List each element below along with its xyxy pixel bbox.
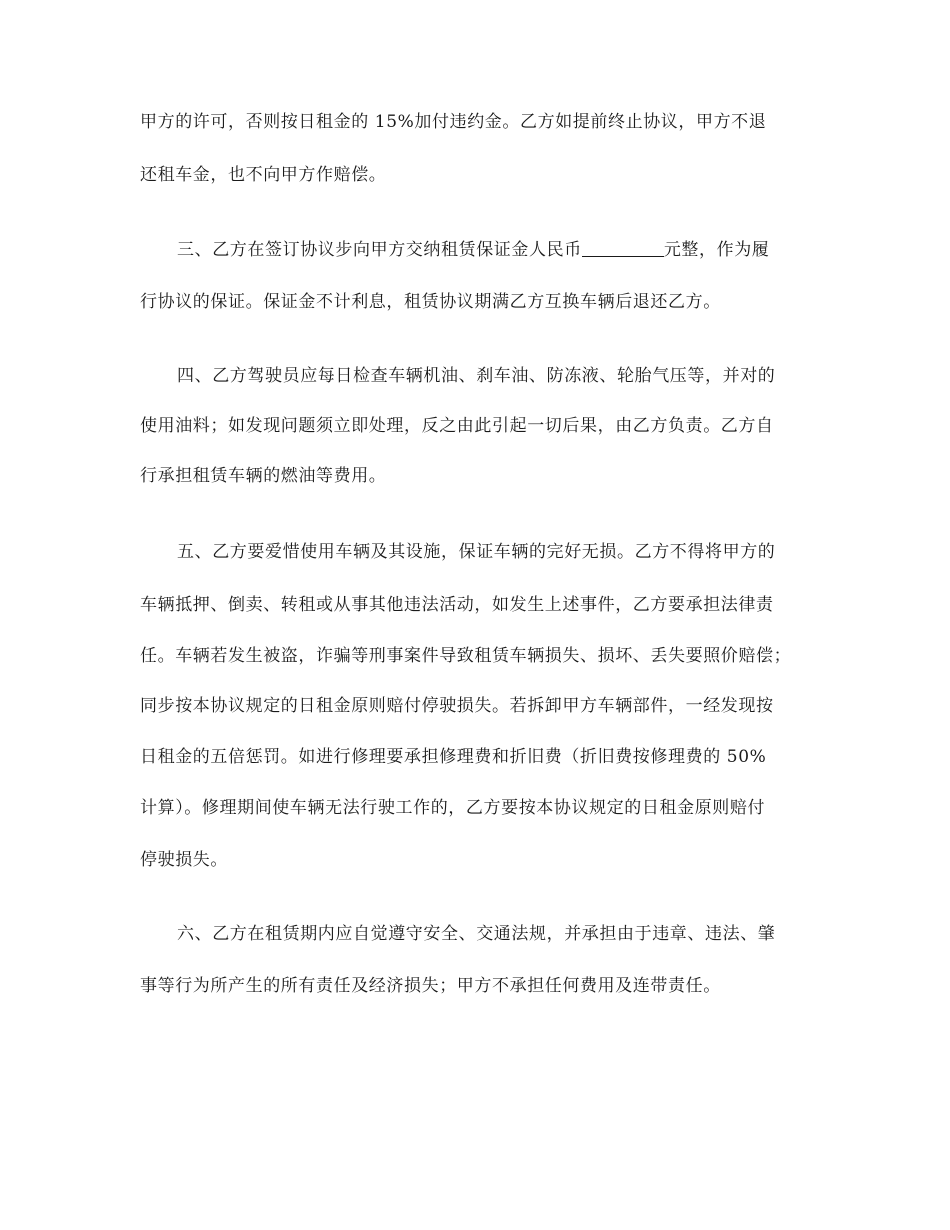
paragraph-line: 甲方的许可，否则按日租金的 15%加付违约金。乙方如提前终止协议，甲方不退 [140,112,767,132]
paragraph-line: 行承担租赁车辆的燃油等费用。 [140,466,387,486]
paragraph-line: 事等行为所产生的所有责任及经济损失；甲方不承担任何费用及连带责任。 [140,976,721,996]
paragraph-line: 五、乙方要爱惜使用车辆及其设施，保证车辆的完好无损。乙方不得将甲方的 [177,542,776,562]
paragraph-line: 车辆抵押、倒卖、转租或从事其他违法活动，如发生上述事件，乙方要承担法律责 [140,595,774,615]
paragraph-line: 停驶损失。 [140,850,228,870]
paragraph-line: 日租金的五倍惩罚。如进行修理要承担修理费和折旧费（折旧费按修理费的 50% [140,747,767,767]
deposit-amount-blank [582,239,664,257]
paragraph-line [177,238,769,262]
paragraph-line: 同步按本协议规定的日租金原则赔付停驶损失。若拆卸甲方车辆部件，一经发现按 [140,696,774,716]
paragraph-line: 计算）。修理期间使车辆无法行驶工作的，乙方要按本协议规定的日租金原则赔付 [140,798,766,818]
paragraph-line: 四、乙方驾驶员应每日检查车辆机油、刹车油、防冻液、轮胎气压等，并对的 [177,366,776,386]
paragraph-line: 任。车辆若发生被盗，诈骗等刑事案件导致租赁车辆损失、损坏、丢失要照价赔偿； [140,646,792,666]
paragraph-line: 使用油料；如发现问题须立即处理，反之由此引起一切后果，由乙方负责。乙方自 [140,416,774,436]
clause-three-text: 三、乙方在签订协议步向甲方交纳租赁保证金人民币 [177,240,582,260]
paragraph-line: 行协议的保证。保证金不计利息，租赁协议期满乙方互换车辆后退还乙方。 [140,292,721,312]
paragraph-line: 六、乙方在租赁期内应自觉遵守安全、交通法规，并承担由于违章、违法、肇 [177,924,776,944]
clause-three-text-end: 元整，作为履 [663,240,770,260]
paragraph-line: 还租车金，也不向甲方作赔偿。 [140,165,387,185]
